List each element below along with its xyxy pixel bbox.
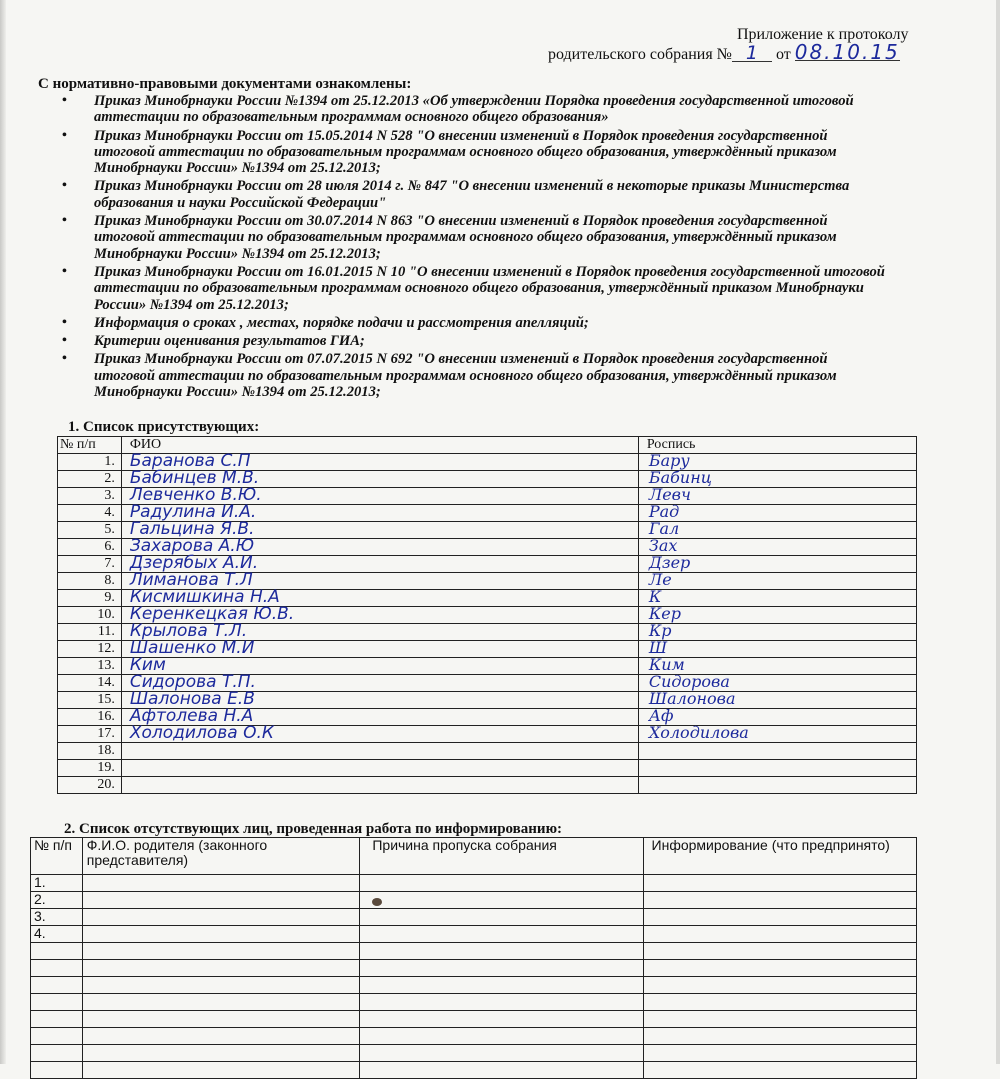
row-number: [31, 1011, 83, 1028]
bullet-icon: •: [62, 127, 67, 143]
informing-action: [643, 1062, 916, 1079]
attendee-signature: [638, 485, 916, 505]
table-row: [31, 892, 917, 909]
informing-action: [643, 909, 916, 926]
absence-reason: [360, 892, 643, 909]
attendee-signature: [638, 604, 916, 624]
table-row: [31, 1045, 917, 1062]
document-item: [60, 178, 890, 211]
row-number: [31, 977, 83, 994]
attendee-signature: [638, 689, 916, 709]
row-number: 17.: [58, 726, 122, 743]
absence-reason: [360, 977, 643, 994]
documents-list: [60, 93, 890, 402]
attendee-signature-text: Рад: [648, 502, 680, 521]
row-number: [31, 1045, 83, 1062]
informing-action: [643, 875, 916, 892]
document-item-text: Приказ Минобрнауки России от 07.07.2015 N 692 "О внесении изменений в Порядок проведения государственной итоговой аттестации по образовательным программам основного общего образования, утверждённый приказом Минобрнауки России» №1394 от 25.12.2013;: [94, 351, 837, 401]
informing-action: [643, 977, 916, 994]
table-row: [31, 960, 917, 977]
attendee-name-text: Сидорова Т.П.: [129, 672, 256, 692]
parent-name: [82, 1011, 360, 1028]
attendee-signature: [638, 570, 916, 590]
document-item-text: Приказ Минобрнауки России от 16.01.2015 N 10 "О внесении изменений в Порядок проведения государственной итоговой аттестации по образовательным программам основного общего образования, утверждённый приказом Минобрнауки России» №1394 от 25.12.2013;: [94, 263, 885, 313]
row-number: 20.: [58, 777, 122, 794]
bullet-icon: •: [62, 93, 67, 108]
attendee-name-text: Бабинцев М.В.: [129, 468, 260, 488]
parent-name: [82, 926, 360, 943]
document-item-text: Критерии оценивания результатов ГИА;: [94, 333, 365, 350]
table-row: [31, 875, 917, 892]
absence-reason: [360, 926, 643, 943]
attendee-signature-text: Шалонова: [648, 689, 736, 708]
attendee-name: [121, 760, 638, 777]
parent-name: [82, 994, 360, 1011]
column-header: Причина пропуска собрания: [360, 838, 643, 875]
document-item-text: Информация о сроках , местах, порядке подачи и рассмотрения апелляций;: [94, 314, 589, 331]
table-row: [58, 760, 917, 777]
bullet-icon: •: [62, 213, 67, 229]
absence-reason: [360, 1011, 643, 1028]
document-item: [60, 333, 890, 349]
document-item-text: Приказ Минобрнауки России от 28 июля 2014 г. № 847 "О внесении изменений в некоторые приказы Министерства образования и науки Российской Федерации": [94, 178, 850, 211]
table-row: [58, 743, 917, 760]
present-list-heading: 1. Список присутствующих:: [68, 419, 260, 435]
table-row: [31, 1011, 917, 1028]
attendee-name-text: Радулина И.А.: [129, 502, 257, 522]
row-number: 10.: [58, 607, 122, 624]
row-number: 11.: [58, 624, 122, 641]
row-number: 14.: [58, 675, 122, 692]
row-number: 6.: [58, 539, 122, 556]
row-number: 19.: [58, 760, 122, 777]
attendee-signature: [638, 777, 916, 794]
attendee-signature: [638, 519, 916, 539]
parent-name: [82, 875, 360, 892]
row-number: [31, 1062, 83, 1079]
attendee-signature-text: Сидорова: [648, 672, 730, 691]
absent-table: [30, 837, 917, 1079]
date-label: от: [775, 46, 791, 63]
document-item-text: Приказ Минобрнауки России №1394 от 25.12.2013 «Об утверждении Порядка проведения государственной итоговой аттестации по образовательным программам основного общего образования»: [94, 93, 854, 126]
parent-name: [82, 977, 360, 994]
document-item: [60, 93, 890, 126]
appendix-title: Приложение к протоколу: [737, 26, 909, 43]
absence-reason: [360, 1028, 643, 1045]
table-row: [31, 943, 917, 960]
table-row: [58, 777, 917, 794]
attendee-name-text: Крылова Т.Л.: [129, 621, 248, 641]
attendee-name-text: Шалонова Е.В: [129, 689, 255, 709]
row-number: 16.: [58, 709, 122, 726]
column-header: ФИО: [121, 437, 638, 454]
informing-action: [643, 943, 916, 960]
attendee-name-text: Левченко В.Ю.: [129, 485, 262, 505]
row-number: 13.: [58, 658, 122, 675]
table-row: [58, 726, 917, 743]
bullet-icon: •: [62, 178, 67, 194]
document-item: [60, 351, 890, 400]
row-number: 1.: [58, 454, 122, 471]
attendee-signature-text: Холодилова: [648, 723, 749, 742]
row-number: 4.: [31, 926, 83, 943]
attendee-name: [121, 777, 638, 794]
attendee-signature-text: Ш: [648, 638, 668, 657]
scan-edge-right: [996, 0, 1000, 1064]
attendee-signature-text: Зах: [648, 536, 678, 555]
bullet-icon: •: [62, 333, 67, 349]
parent-name: [82, 1045, 360, 1062]
absence-reason: [360, 1045, 643, 1062]
row-number: 3.: [31, 909, 83, 926]
attendee-signature: [638, 723, 916, 743]
column-header: Роспись: [638, 437, 916, 454]
document-item-text: Приказ Минобрнауки России от 15.05.2014 N 528 "О внесении изменений в Порядок проведения государственной итоговой аттестации по образовательным программам основного общего образования, утверждённый приказом Минобрнауки России» №1394 от 25.12.2013;: [94, 127, 837, 177]
row-number: 7.: [58, 556, 122, 573]
document-item: [60, 315, 890, 331]
row-number: 12.: [58, 641, 122, 658]
row-number: 1.: [31, 875, 83, 892]
informing-action: [643, 960, 916, 977]
column-header: Ф.И.О. родителя (законного представителя): [82, 838, 360, 875]
attendee-name-text: Баранова С.П: [129, 451, 251, 471]
meeting-label: родительского собрания №: [548, 46, 732, 63]
absence-reason: [360, 1062, 643, 1079]
attendee-signature-text: Бабинц: [648, 468, 712, 487]
parent-name: [82, 892, 360, 909]
attendee-signature: [638, 743, 916, 760]
attendee-name-text: Ким: [129, 655, 166, 675]
informing-action: [643, 994, 916, 1011]
attendee-signature-text: Ле: [648, 570, 672, 589]
attendee-name-text: Гальцина Я.В.: [129, 519, 255, 539]
row-number: 4.: [58, 505, 122, 522]
meeting-date: 08.10.15: [794, 40, 900, 64]
table-row: [31, 1062, 917, 1079]
row-number: 8.: [58, 573, 122, 590]
attendee-name-text: Шашенко М.И: [129, 638, 255, 658]
attendee-signature: [638, 502, 916, 522]
row-number: [31, 943, 83, 960]
attendee-name-text: Лиманова Т.Л: [129, 570, 253, 590]
parent-name: [82, 960, 360, 977]
document-item: [60, 213, 890, 262]
attendee-signature: [638, 760, 916, 777]
document-item: [60, 264, 890, 313]
informing-action: [643, 1028, 916, 1045]
absence-reason: [360, 994, 643, 1011]
table-row: [31, 977, 917, 994]
attendee-name-text: Керенкецкая Ю.В.: [129, 604, 295, 624]
attendee-name: [121, 743, 638, 760]
parent-name: [82, 1028, 360, 1045]
document-item-text: Приказ Минобрнауки России от 30.07.2014 N 863 "О внесении изменений в Порядок проведения государственной итоговой аттестации по образовательным программам основного общего образования, утверждённый приказом Минобрнауки России» №1394 от 25.12.2013;: [94, 213, 837, 262]
row-number: 2.: [58, 471, 122, 488]
attendee-signature-text: Дзер: [648, 553, 691, 572]
documents-heading: С нормативно-правовыми документами ознакомлены:: [38, 76, 412, 92]
row-number: [31, 960, 83, 977]
absent-list-heading: 2. Список отсутствующих лиц, проведенная работа по информированию:: [64, 821, 563, 837]
column-header: № п/п: [58, 437, 122, 454]
appendix-subtitle: [548, 40, 900, 64]
attendee-signature-text: Левч: [648, 485, 691, 504]
row-number: 2.: [31, 892, 83, 909]
table-row: [31, 909, 917, 926]
informing-action: [643, 1011, 916, 1028]
row-number: 3.: [58, 488, 122, 505]
attendee-signature-text: Аф: [648, 706, 674, 725]
row-number: 18.: [58, 743, 122, 760]
ink-spot: [372, 898, 382, 906]
informing-action: [643, 892, 916, 909]
document-item: [60, 128, 890, 177]
attendee-signature-text: Гал: [648, 519, 680, 538]
attendee-signature-text: Кер: [648, 604, 681, 623]
table-header-row: [31, 838, 917, 875]
bullet-icon: •: [62, 351, 67, 367]
row-number: [31, 994, 83, 1011]
table-row: [31, 926, 917, 943]
absence-reason: [360, 875, 643, 892]
table-row: [31, 994, 917, 1011]
table-row: [58, 641, 917, 658]
parent-name: [82, 909, 360, 926]
attendee-name: [121, 723, 638, 743]
informing-action: [643, 926, 916, 943]
bullet-icon: •: [62, 314, 67, 330]
attendee-signature: [638, 553, 916, 573]
bullet-icon: •: [62, 263, 67, 279]
attendee-signature-text: К: [648, 587, 662, 606]
parent-name: [82, 943, 360, 960]
attendee-name-text: Холодилова О.К: [129, 723, 274, 743]
meeting-number: 1: [732, 45, 772, 62]
attendee-name-text: Захарова А.Ю: [129, 536, 255, 556]
present-table: [57, 436, 917, 794]
row-number: [31, 1028, 83, 1045]
row-number: 15.: [58, 692, 122, 709]
attendee-signature-text: Бару: [648, 451, 690, 470]
attendee-name-text: Афтолева Н.А: [129, 706, 254, 726]
attendee-name-text: Дзерябых А.И.: [129, 553, 259, 573]
attendee-signature-text: Ким: [648, 655, 685, 674]
parent-name: [82, 1062, 360, 1079]
attendee-signature-text: Кр: [648, 621, 672, 640]
informing-action: [643, 1045, 916, 1062]
scan-edge-left: [0, 0, 6, 1064]
absence-reason: [360, 909, 643, 926]
absence-reason: [360, 960, 643, 977]
row-number: 5.: [58, 522, 122, 539]
absence-reason: [360, 943, 643, 960]
row-number: 9.: [58, 590, 122, 607]
attendee-signature: [638, 621, 916, 641]
attendee-name-text: Кисмишкина Н.А: [129, 587, 280, 607]
column-header: № п/п: [31, 838, 83, 875]
column-header: Информирование (что предпринято): [643, 838, 916, 875]
attendee-name: [121, 638, 638, 658]
table-row: [31, 1028, 917, 1045]
